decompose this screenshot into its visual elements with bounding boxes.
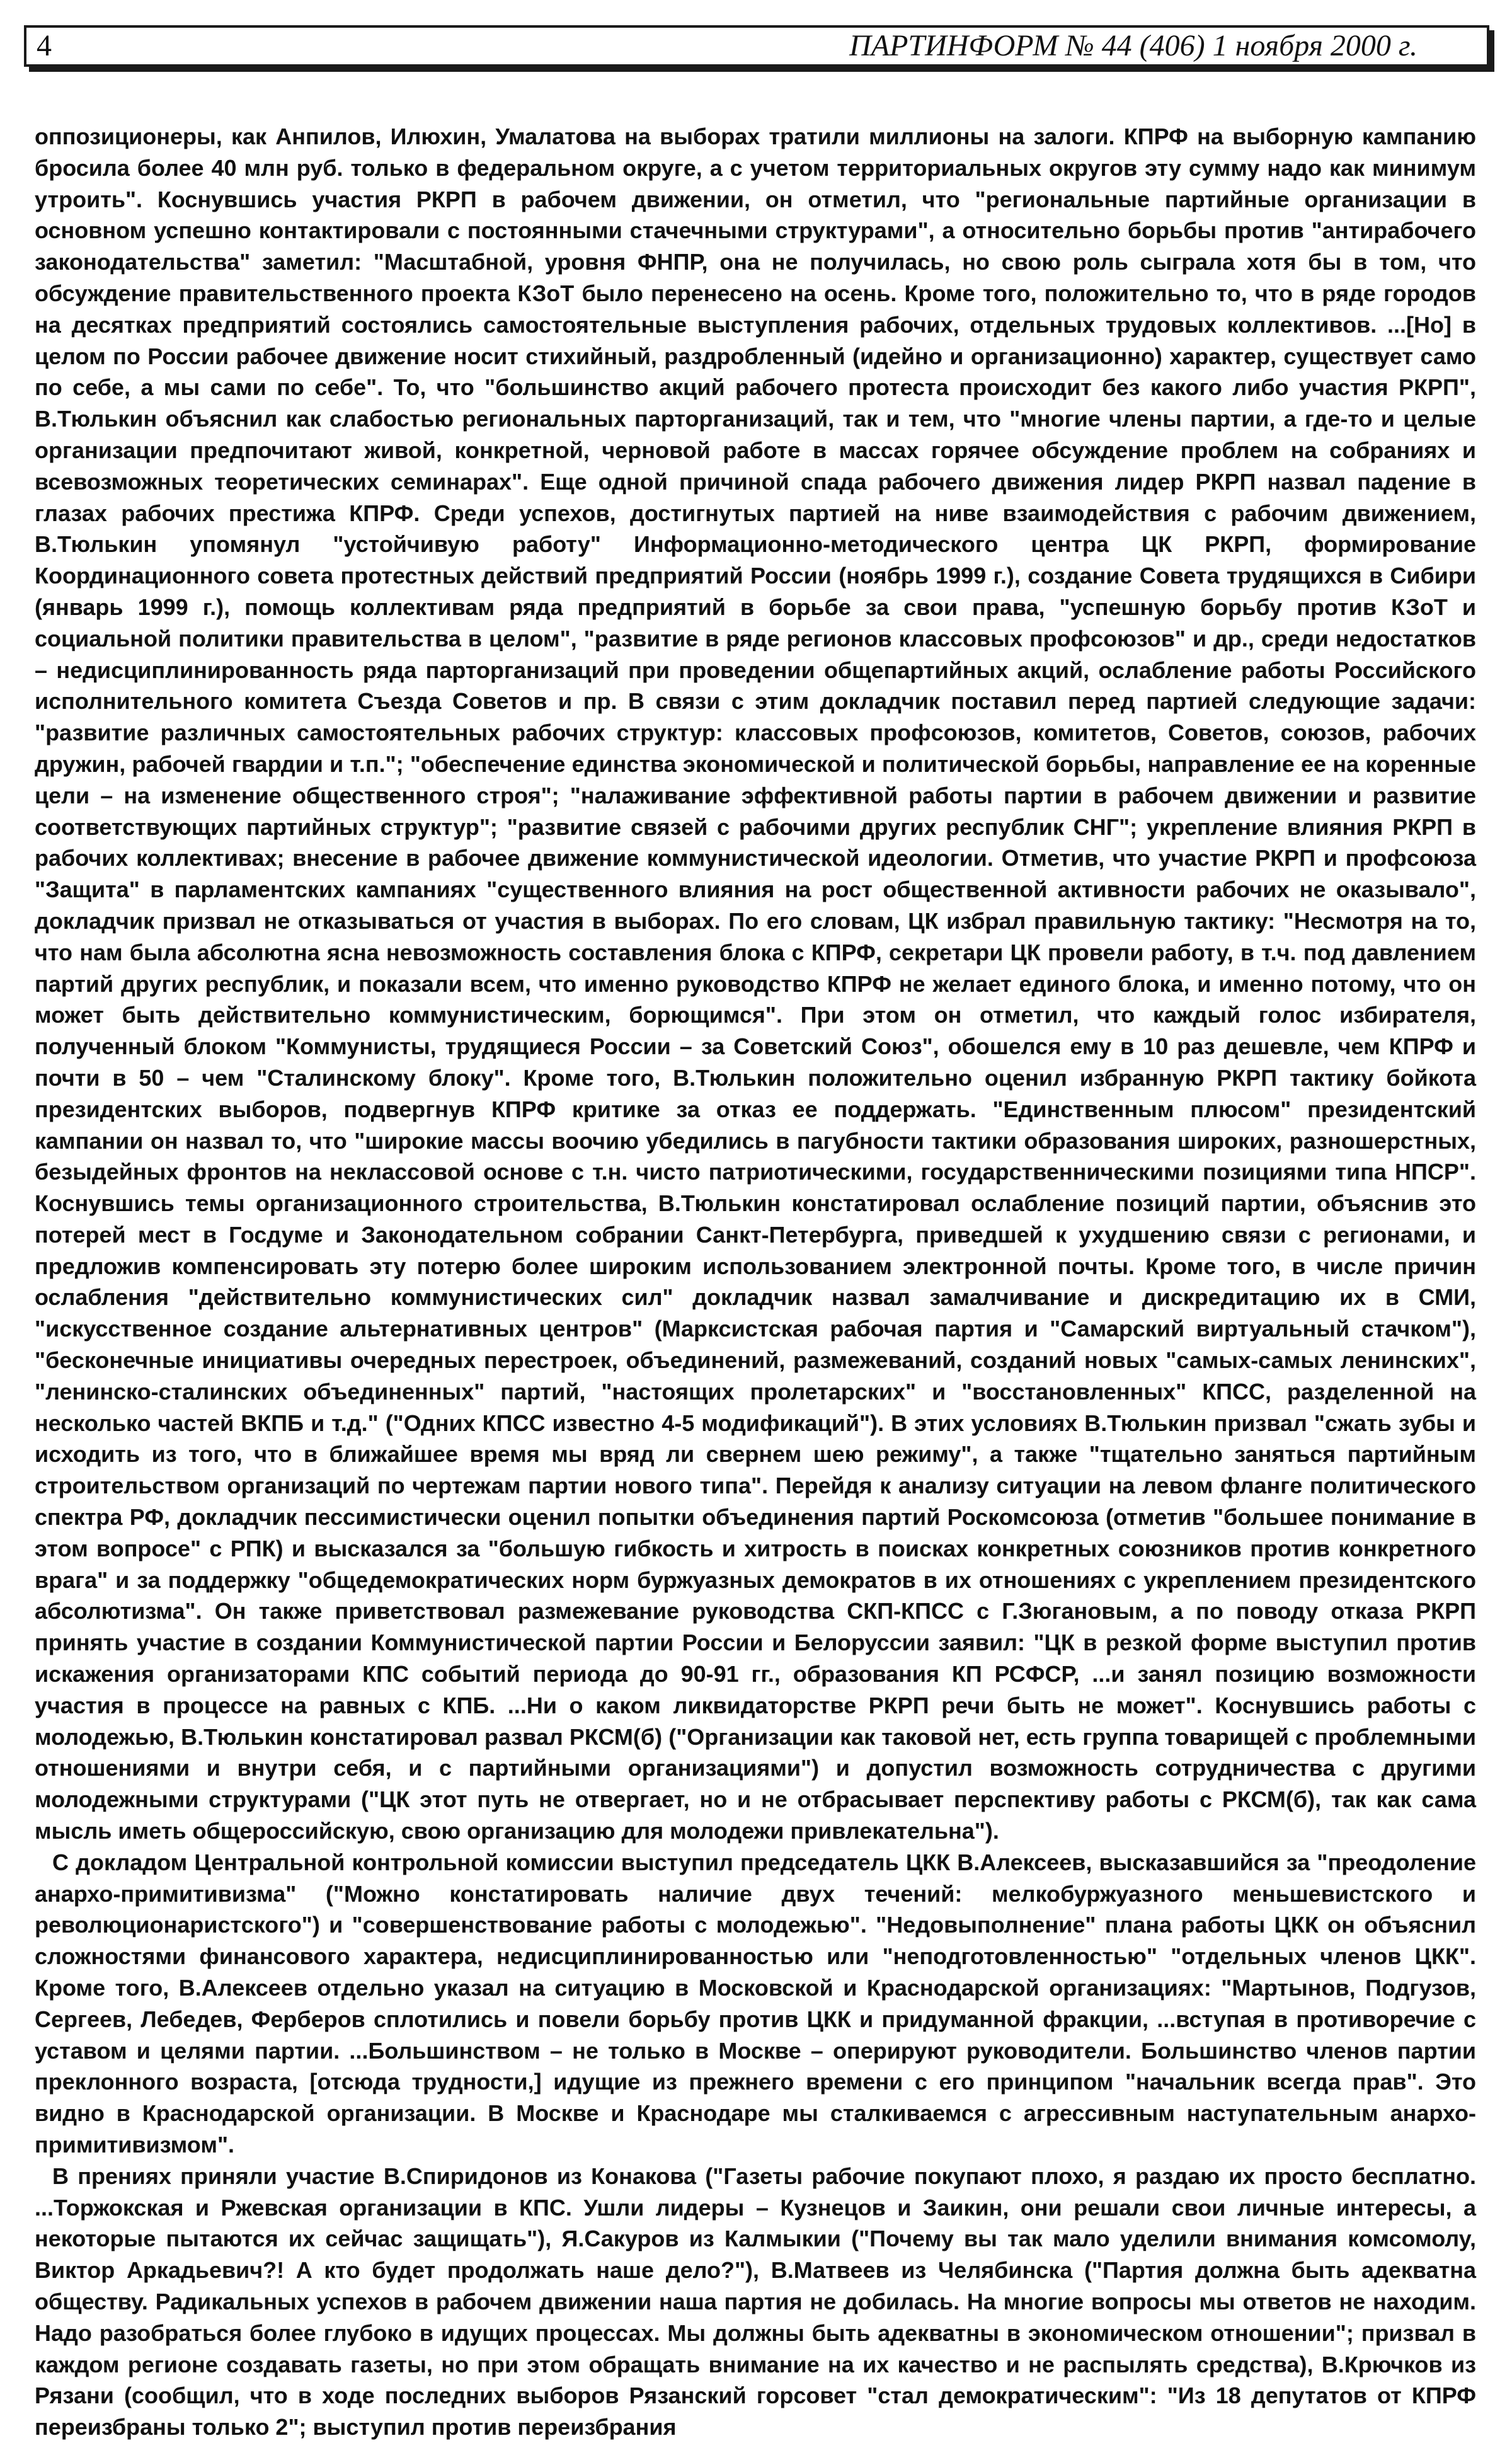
issue-line: ПАРТИНФОРМ № 44 (406) 1 ноября 2000 г. [849, 29, 1418, 62]
article-body [35, 121, 1476, 2443]
page-header [24, 25, 1489, 67]
page-number: 4 [37, 29, 52, 62]
article-paragraph: С докладом Центральной контрольной комиссии выступил председатель ЦКК В.Алексеев, высказавшийся за "преодоление анархо-примитивизма" ("Можно констатировать наличие двух течений: мелкобуржуазного меньшевистского и революционаристского") и "совершенствование работы с молодежью". "Недовыполнение" плана работы ЦКК он объяснил сложностями финансового характера, недисциплинированностью или "неподготовленностью" "отдельных членов ЦКК". Кроме того, В.Алексеев отдельно указал на ситуацию в Московской и Краснодарской организациях: "Мартынов, Подгузов, Сергеев, Лебедев, Ферберов сплотились и повели борьбу против ЦКК и придуманной фракции, ...вступая в противоречие с уставом и целями партии. ...Большинством – не только в Москве – оперируют руководители. Большинство членов партии преклонного возраста, [отсюда трудности,] идущие из прежнего времени с его принципом "начальник всегда прав". Это видно в Краснодарской организации. В Москве и Краснодаре мы сталкиваемся с агрессивным наступательным анархо-примитивизмом". [35, 1849, 1476, 2158]
article-paragraph: оппозиционеры, как Анпилов, Илюхин, Умалатова на выборах тратили миллионы на залоги. КПРФ на выборную кампанию бросила более 40 млн руб. только в федеральном округе, а с учетом территориальных округов эту сумму надо как минимум утроить". Коснувшись участия РКРП в рабочем движении, он отметил, что "региональные партийные организации в основном успешно контактировали с постоянными стачечными структурами", а относительно борьбы против "антирабочего законодательства" заметил: "Масштабной, уровня ФНПР, она не получилась, но свою роль сыграла хотя бы в том, что обсуждение правительственного проекта КЗоТ было перенесено на осень. Кроме того, положительно то, что в ряде городов на десятках предприятий состоялись самостоятельные выступления рабочих, отдельных трудовых коллективов. ...[Но] в целом по России рабочее движение носит стихийный, раздробленный (идейно и организационно) характер, существует само по себе, а мы сами по себе". То, что "большинство акций рабочего протеста происходит без какого либо участия РКРП", В.Тюлькин объяснил как слабостью региональных парторганизаций, так и тем, что "многие члены партии, а где-то и целые организации предпочитают живой, конкретной, черновой работе в массах горячее обсуждение проблем на собраниях и всевозможных теоретических семинарах". Еще одной причиной спада рабочего движения лидер РКРП назвал падение в глазах рабочих престижа КПРФ. Среди успехов, достигнутых партией на ниве взаимодействия с рабочим движением, В.Тюлькин упомянул "устойчивую работу" Информационно-методического центра ЦК РКРП, формирование Координационного совета протестных действий предприятий России (ноябрь 1999 г.), создание Совета трудящихся в Сибири (январь 1999 г.), помощь коллективам ряда предприятий в борьбе за свои права, "успешную борьбу против КЗоТ и социальной политики правительства в целом", "развитие в ряде регионов классовых профсоюзов" и др., среди недостатков – недисциплинированность ряда парторганизаций при проведении общепартийных акций, ослабление работы Российского исполнительного комитета Съезда Советов и пр. В связи с этим докладчик поставил перед партией следующие задачи: "развитие различных самостоятельных рабочих структур: классовых профсоюзов, комитетов, Советов, союзов, рабочих дружин, рабочей гвардии и т.п."; "обеспечение единства экономической и политической борьбы, направление ее на коренные цели – на изменение общественного строя"; "налаживание эффективной работы партии в рабочем движении и развитие соответствующих партийных структур"; "развитие связей с рабочими других республик СНГ"; укрепление влияния РКРП в рабочих коллективах; внесение в рабочее движение коммунистической идеологии. Отметив, что участие РКРП и профсоюза "Защита" в парламентских кампаниях "существенного влияния на рост общественной активности рабочих не оказывало", докладчик призвал не отказываться от участия в выборах. По его словам, ЦК избрал правильную тактику: "Несмотря на то, что нам была абсолютна ясна невозможность составления блока с КПРФ, секретари ЦК провели работу, в т.ч. под давлением партий других республик, и показали всем, что именно руководство КПРФ не желает единого блока, и именно потому, что он может быть действительно коммунистическим, борющимся". При этом он отметил, что каждый голос избирателя, полученный блоком "Коммунисты, трудящиеся России – за Советский Союз", обошелся ему в 10 раз дешевле, чем КПРФ и почти в 50 – чем "Сталинскому блоку". Кроме того, В.Тюлькин положительно оценил избранную РКРП тактику бойкота президентских выборов, подвергнув КПРФ критике за отказ ее поддержать. "Единственным плюсом" президентский кампании он назвал то, что "широкие массы воочию убедились в пагубности тактики образования широких, разношерстных, безыдейных фронтов на неклассовой основе с т.н. чисто патриотическими, государственническими позициями типа НПСР". Коснувшись темы организационного строительства, В.Тюлькин констатировал ослабление позиций партии, объяснив это потерей мест в Госдуме и Законодательном собрании Санкт-Петербурга, приведшей к ухудшению связи с регионами, и предложив компенсировать эту потерю более широким использованием электронной почты. Кроме того, в числе причин ослабления "действительно коммунистических сил" докладчик назвал замалчивание и дискредитацию их в СМИ, "искусственное создание альтернативных центров" (Марксистская рабочая партия и "Самарский виртуальный стачком"), "бесконечные инициативы очередных перестроек, объединений, размежеваний, созданий новых "самых-самых ленинских", "ленинско-сталинских объединенных" партий, "настоящих пролетарских" и "восстановленных" КПСС, разделенной на несколько частей ВКПБ и т.д." ("Одних КПСС известно 4-5 модификаций"). В этих условиях В.Тюлькин призвал "сжать зубы и исходить из того, что в ближайшее время мы вряд ли свернем шею режиму", а также "тщательно заняться партийным строительством организаций по чертежам партии нового типа". Перейдя к анализу ситуации на левом фланге политического спектра РФ, докладчик пессимистически оценил попытки объединения партий Роскомсоюза (отметив "большее понимание в этом вопросе" с РПК) и высказался за "большую гибкость и хитрость в поисках конкретных союзников против конкретного врага" и за поддержку "общедемократических норм буржуазных демократов в их отношениях с укреплением президентского абсолютизма". Он также приветствовал размежевание руководства СКП-КПСС с Г.Зюгановым, а по поводу отказа РКРП принять участие в создании Коммунистической партии России и Белоруссии заявил: "ЦК в резкой форме выступил против искажения организаторами КПС событий периода до 90-91 гг., образования КП РСФСР, ...и занял позицию возможности участия в процессе на равных с КПБ. ...Ни о каком ликвидаторстве РКРП речи быть не может". Коснувшись работы с молодежью, В.Тюлькин констатировал развал РКСМ(б) ("Организации как таковой нет, есть группа товарищей с проблемными отношениями и внутри себя, и с партийными организациями") и допустил возможность сотрудничества с другими молодежными структурами ("ЦК этот путь не отвергает, но и не отбрасывает перспективу работы с РКСМ(б), так как сама мысль иметь общероссийскую, свою организацию для молодежи привлекательна"). [35, 124, 1476, 1844]
article-paragraph: В прениях приняли участие В.Спиридонов из Конакова ("Газеты рабочие покупают плохо, я раздаю их просто бесплатно. ...Торжокская и Ржевская организации в КПС. Ушли лидеры – Кузнецов и Заикин, они решали свои личные интересы, а некоторые пытаются их сейчас защищать"), Я.Сакуров из Калмыкии ("Почему вы так мало уделили внимания комсомолу, Виктор Аркадьевич?! А кто будет продолжать наше дело?"), В.Матвеев из Челябинска ("Партия должна быть адекватна обществу. Радикальных успехов в рабочем движении наша партия не добилась. На многие вопросы мы ответов не находим. Надо разобраться более глубоко в идущих процессах. Мы должны быть адекватны в экономическом отношении"; призвал в каждом регионе создавать газеты, но при этом обращать внимание на их качество и не распылять средства), В.Крючков из Рязани (сообщил, что в ходе последних выборов Рязанский горсовет "стал демократическим": "Из 18 депутатов от КПРФ переизбраны только 2"; выступил против переизбрания [35, 2163, 1476, 2440]
